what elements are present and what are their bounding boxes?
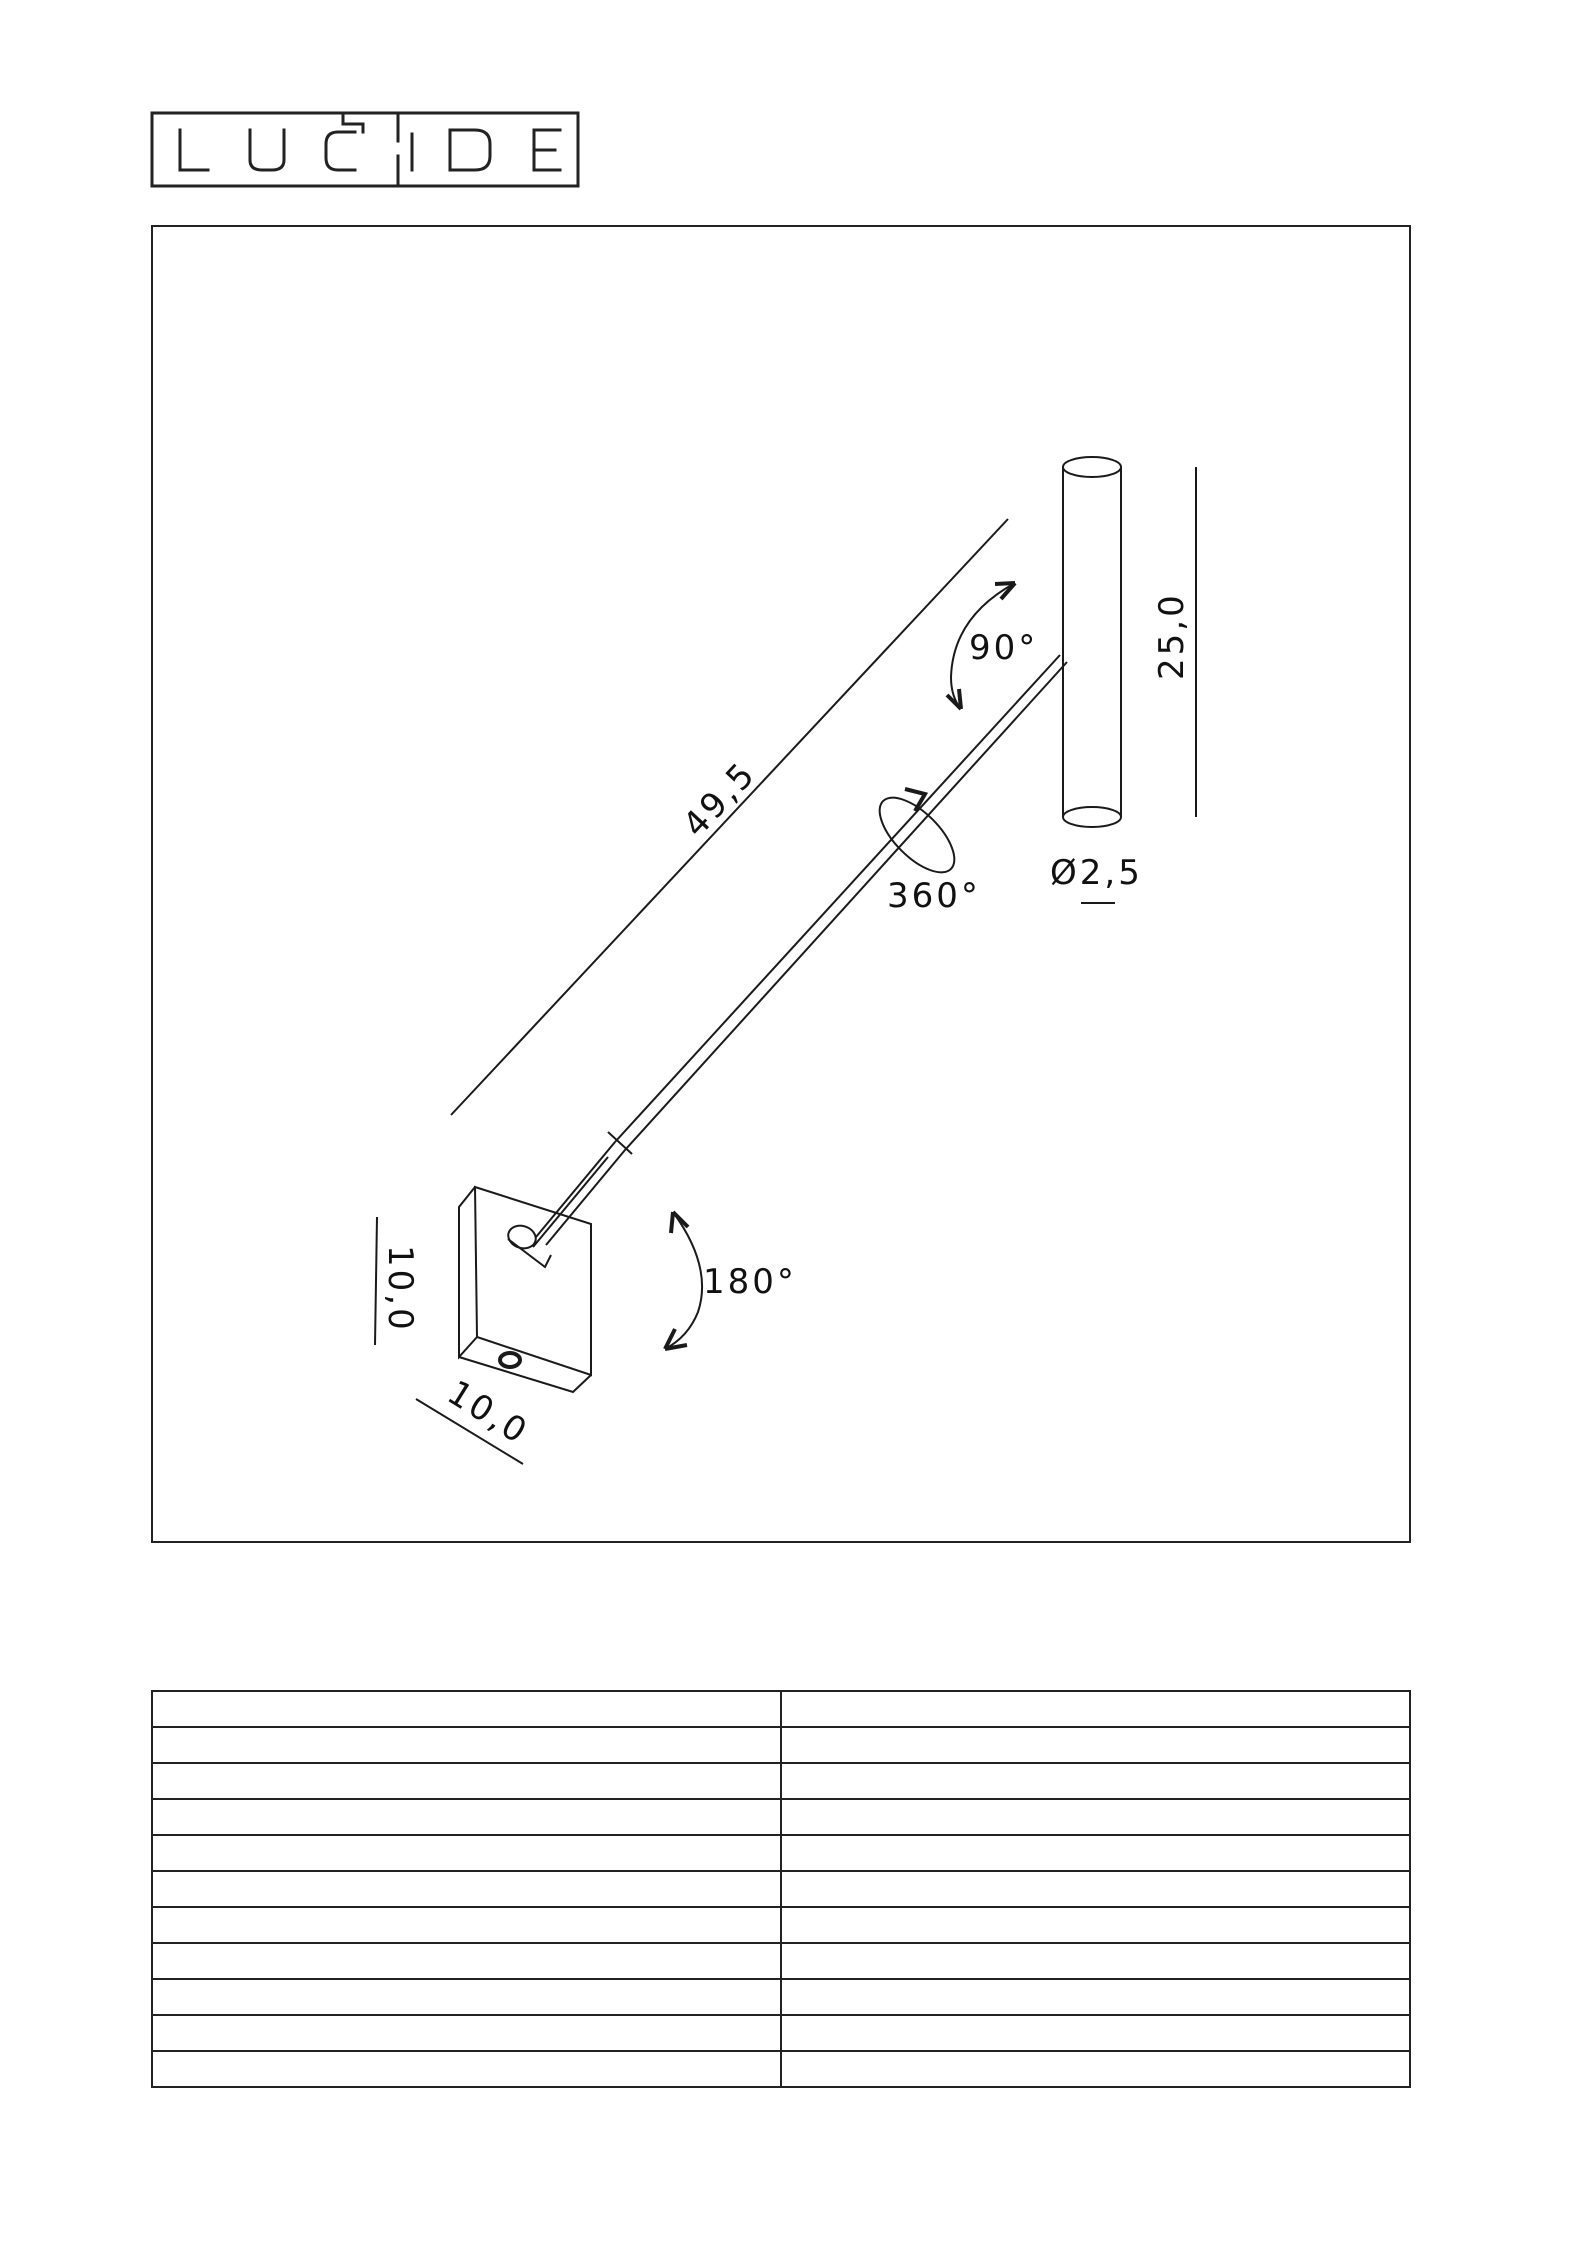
spec-table-cell — [152, 1799, 781, 1835]
spec-table-cell — [152, 2051, 781, 2087]
spec-table-row — [152, 1835, 1410, 1871]
label-base-height: 10,0 — [380, 1245, 420, 1333]
label-base-width: 10,0 — [440, 1372, 536, 1454]
spec-table-cell — [781, 2015, 1410, 2051]
spec-table-cell — [152, 1727, 781, 1763]
spec-table-cell — [781, 1943, 1410, 1979]
spec-table-cell — [781, 1871, 1410, 1907]
label-head-tilt: 90° — [969, 628, 1039, 668]
technical-drawing-frame — [151, 225, 1411, 1543]
spec-table-cell — [152, 1763, 781, 1799]
rotation-arrow-180 — [665, 1212, 702, 1349]
spec-table-row — [152, 1907, 1410, 1943]
spec-table-row — [152, 1943, 1410, 1979]
spec-table-cell — [781, 1835, 1410, 1871]
spec-table-cell — [152, 1871, 781, 1907]
spec-table-cell — [152, 1943, 781, 1979]
spec-table-cell — [781, 1799, 1410, 1835]
spec-table-cell — [152, 1907, 781, 1943]
specification-table — [151, 1690, 1411, 2088]
lucide-logo — [150, 108, 580, 190]
spec-table-row — [152, 1979, 1410, 2015]
label-arm-swivel: 360° — [887, 876, 981, 916]
lamp-head-cylinder — [1063, 457, 1121, 827]
spec-table-cell — [781, 1907, 1410, 1943]
spec-table-row — [152, 1871, 1410, 1907]
spec-table-cell — [781, 1979, 1410, 2015]
product-drawing — [153, 227, 1413, 1545]
spec-table-cell — [781, 1727, 1410, 1763]
spec-table-row — [152, 1799, 1410, 1835]
spec-table-row — [152, 1763, 1410, 1799]
label-arm-length: 49,5 — [675, 753, 765, 846]
label-head-length: 25,0 — [1152, 592, 1192, 680]
dimension-line-base-height — [375, 1217, 377, 1345]
rotation-arrow-360 — [868, 786, 967, 885]
spec-table-cell — [781, 2051, 1410, 2087]
spec-table-row — [152, 1691, 1410, 1727]
spec-table-cell — [152, 1979, 781, 2015]
spec-table-cell — [152, 1691, 781, 1727]
spec-table-cell — [781, 1691, 1410, 1727]
spec-table-row — [152, 1727, 1410, 1763]
spec-table-row — [152, 2015, 1410, 2051]
spec-table-cell — [781, 1763, 1410, 1799]
spec-table-row — [152, 2051, 1410, 2087]
label-base-pivot: 180° — [703, 1262, 797, 1302]
spec-table-cell — [152, 1835, 781, 1871]
spec-table-cell — [152, 2015, 781, 2051]
wall-base-block — [459, 1187, 591, 1392]
lamp-arm — [533, 655, 1067, 1247]
label-head-diameter: Ø2,5 — [1050, 853, 1143, 893]
